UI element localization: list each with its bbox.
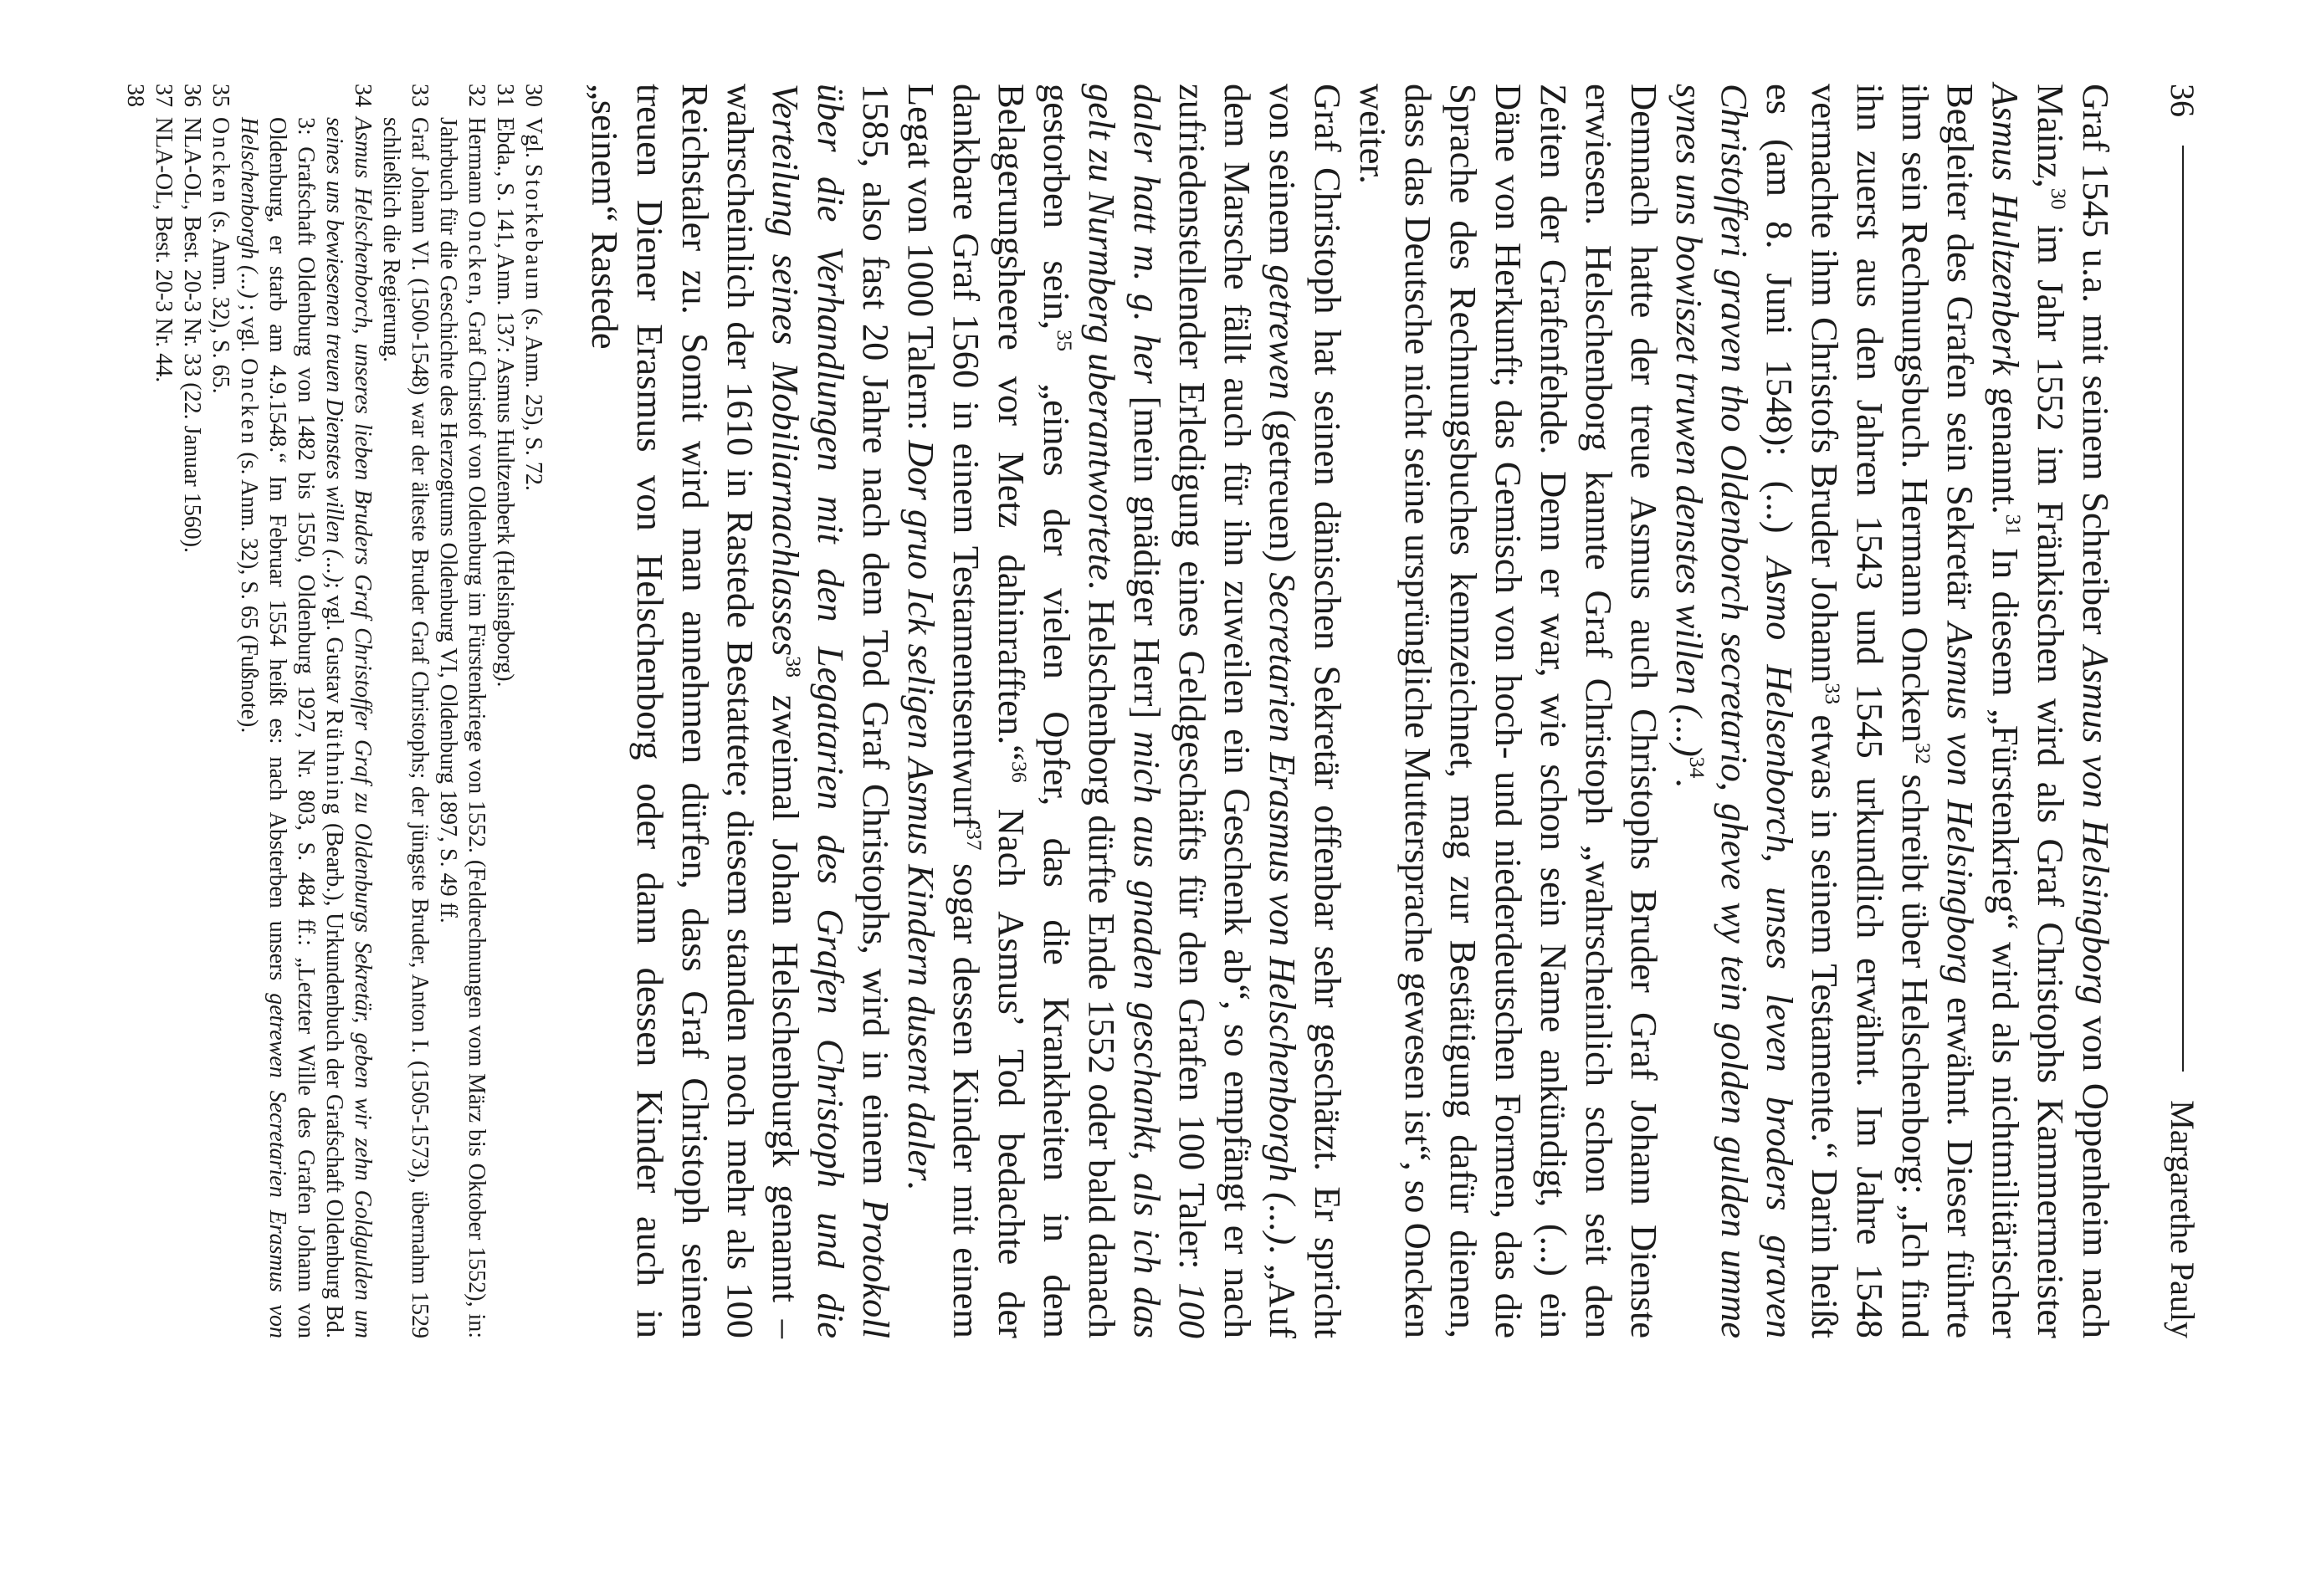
footnote-34 bbox=[234, 84, 377, 1338]
italic-run: Asmus von Helsingborg bbox=[1939, 622, 1981, 985]
footnote-35 bbox=[206, 84, 234, 1338]
text-run: Graf Johann VI. (1500-1548) war der älteste Bruder Graf Christophs; der jüngste Bruder, Anton I. (1505-1573), übernahm 1529 schließlich die Regierung. bbox=[378, 117, 433, 1338]
footnote-text bbox=[519, 117, 547, 1338]
text-run: etwas in seinem Testamente.“ Darin heißt es (am 8. Juni 1548): (...) bbox=[1759, 84, 1846, 1338]
text-run: Demnach hatte der treue Asmus auch Christophs Bruder Graf Johann Dienste erwiesen. Helschenborg kannte Graf Christoph „wahrscheinlich schon seit den Zeiten der Grafenfehde. Denn er war, wie schon sein Name ankündigt, (...) ein Däne von Herkunft; das Gemisch von hoch- und niederdeutschen Formen, das die Sprache des Rechnungsbuches kennzeichnet, mag zur Bestätigung dafür dienen, dass das Deutsche nicht seine ursprüngliche Muttersprache gewesen ist“, so Oncken weiter. bbox=[1352, 84, 1665, 1338]
text-run: Ebda., S. 141, Anm. 137: Asmus Hultzenberk (Helsingborg). bbox=[492, 117, 518, 688]
footnote-number: 30 bbox=[520, 84, 546, 107]
footnote-ref: 31 bbox=[2001, 514, 2026, 536]
footnote-text bbox=[490, 117, 519, 1338]
italic-run: Secretarien Erasmus von Helschenborgh (...) bbox=[1262, 572, 1304, 1246]
footnote-number: 35 bbox=[208, 84, 233, 107]
footnote-ref: 33 bbox=[1820, 683, 1845, 705]
footnote-32 bbox=[433, 84, 490, 1338]
italic-run: Protokoll über die Verhandlungen mit den Legatarien des Grafen Christoph und die Verteilung seines Mobiliarnachlasses bbox=[765, 84, 897, 1338]
footnote-number: 33 bbox=[407, 84, 433, 107]
text-run: Hermann bbox=[464, 117, 489, 212]
footnote-number: 32 bbox=[464, 84, 489, 107]
footnote-37 bbox=[149, 84, 177, 1338]
footnote-ref: 34 bbox=[1684, 756, 1709, 779]
italic-run: Asmus von Helsingborg bbox=[2075, 646, 2117, 1005]
footnote-ref: 32 bbox=[1910, 742, 1935, 765]
footnote-number: 38 bbox=[122, 84, 148, 107]
text-run: . bbox=[1668, 778, 1710, 788]
text-run: Vgl. bbox=[520, 117, 546, 164]
footnote-text bbox=[433, 117, 490, 1338]
author-name: Oncken bbox=[208, 117, 233, 206]
footnote-ref: 35 bbox=[1052, 330, 1077, 351]
text-run: In diesem „Fürstenkrieg“ wird als nichtmilitärischer Begleiter des Grafen sein Sekretär bbox=[1939, 84, 2026, 1338]
italic-run: Dor gruo Ick seligen Asmus Kindern dusent daler bbox=[900, 440, 942, 1181]
footnotes bbox=[120, 84, 547, 1338]
text-run: . bbox=[900, 1180, 942, 1190]
footnote-number: 34 bbox=[350, 84, 376, 107]
text-run: erwähnt. Dieser führte ihm sein Rechnungsbuch. Hermann Oncken bbox=[1894, 84, 1981, 1338]
italic-run: getrewen Secretarien Erasmus von Helschenborgh (...) bbox=[236, 117, 290, 1338]
footnote-36 bbox=[177, 84, 206, 1338]
text-run: NLA-OL, Best. 20-3 Nr. 44. bbox=[151, 117, 177, 383]
footnote-number: 36 bbox=[179, 84, 205, 107]
text-run: . Helschenborg dürfte Ende 1552 oder bald danach gestorben sein, bbox=[1036, 84, 1123, 1338]
italic-run: Asmus Hultzenberk bbox=[1985, 84, 2026, 376]
footnote-number: 37 bbox=[151, 84, 177, 107]
text-run: genannt. bbox=[1985, 375, 2026, 514]
author-name: Oncken bbox=[236, 358, 262, 447]
text-run: (s. Anm. 32), S. 65 (Fußnote). bbox=[236, 446, 262, 734]
footnote-38 bbox=[120, 84, 149, 1338]
text-run: (getreuen) bbox=[1262, 399, 1304, 573]
footnote-ref: 37 bbox=[961, 828, 986, 851]
text-run: NLA-OL, Best. 20-3 Nr. 33 (22. Januar 1560). bbox=[179, 117, 205, 554]
footnote-text bbox=[149, 117, 177, 1338]
text-run: , Graf Christof von Oldenburg im Fürstenkriege von 1552. (Feldrechnungen vom März bis Oktober 1552), in: Jahrbuch für die Geschichte des Herzogtums Oldenburg VI, Oldenburg 1897, S. 49 ff. bbox=[435, 117, 489, 1338]
italic-run: getrewen bbox=[1262, 264, 1304, 400]
text-run: im Jahr 1552 im Fränkischen wird als Graf Christophs Kammermeister bbox=[2030, 209, 2072, 1338]
text-run: ; vgl. Gustav bbox=[321, 582, 347, 710]
text-run: „eines der vielen Opfer, das die Krankheiten in dem Belagerungsheere vor Metz dahinrafften.“ bbox=[991, 84, 1078, 1339]
text-run: [mein gnädiger Herr] bbox=[1126, 383, 1168, 732]
text-run: (s. Anm. 25), S. 72. bbox=[520, 302, 546, 491]
footnote-ref: 36 bbox=[1007, 760, 1032, 783]
footnote-number: 31 bbox=[492, 84, 518, 107]
footnote-ref: 30 bbox=[2046, 187, 2071, 210]
paragraph-4 bbox=[582, 84, 899, 1338]
footnote-text bbox=[234, 117, 377, 1338]
page-number: 36 bbox=[2164, 84, 2202, 117]
text-run: ; vgl. bbox=[236, 298, 262, 359]
italic-run: 100 daler hatt m. g. her bbox=[1126, 84, 1213, 1338]
running-author: Margarethe Pauly bbox=[2164, 1100, 2202, 1338]
italic-run: Asmus Helschenborch, unseres lieben Bruders Graf Christoffer Graf zu Oldenburgs Sekretär, geben wir zehn Goldgulden um seines uns bewiesenen treuen Dienstes willen (...) bbox=[321, 117, 376, 1338]
text-run: 1585, also fast 20 Jahre nach dem Tod Graf Christophs, wird in einem bbox=[855, 84, 897, 1200]
header-rule bbox=[2182, 146, 2184, 1072]
text-run: von Oppenheim nach Mainz, bbox=[2030, 84, 2117, 1338]
author-name: Rüthning bbox=[321, 709, 347, 817]
text-run: schreibt über Helschenborg: „Ich find ihn zuerst aus den Jahren 1543 und 1545 urkundlich erwähnt. Im Jahre 1548 vermachte ihm Christofs Bruder Johann bbox=[1804, 84, 1936, 1339]
author-name: Storkebaum bbox=[520, 164, 546, 303]
italic-run: mich aus gnaden geschankt, als ich das gelt zu Nurmberg uberantwortete bbox=[1081, 84, 1168, 1338]
footnote-30 bbox=[519, 84, 547, 1338]
page-content bbox=[120, 84, 2207, 1338]
text-run: (Bearb.), Urkundenbuch der Grafschaft Oldenburg Bd. 3: Grafschaft Oldenburg von 1482 bis 1550, Oldenburg 1927, Nr. 803, S. 484 ff.: „Letzter Wille des Grafen Johann von Oldenburg, er starb am 4.9.1548.“ Im Februar 1554 heißt es: nach Absterben unsers bbox=[264, 117, 347, 1338]
italic-run: Asmo Helsenborch, unses leven broders graven Christofferi graven tho Oldenborch secretario, gheve wy tein golden gulden umme synes uns bowiszet truwen denstes willen (...) bbox=[1668, 84, 1801, 1338]
author-name: Oncken bbox=[464, 211, 489, 299]
text-run: . „Auf dem Marsche fällt auch für ihn zuweilen ein Geschenk ab“, so empfängt er nach zufriedenstellender Erledigung eines Geldgeschäfts für den Grafen 100 Taler: bbox=[1171, 84, 1304, 1338]
main-text bbox=[582, 84, 2119, 1338]
text-run: (s. Anm. 32), S. 65. bbox=[208, 205, 233, 394]
text-run: Graf 1545 u.a. mit seinem Schreiber bbox=[2075, 84, 2117, 647]
text-run: Graf Christoph hat seinen dänischen Sekretär offenbar sehr geschätzt. Er spricht von seinem bbox=[1262, 84, 1349, 1338]
footnote-text bbox=[206, 117, 234, 1338]
footnote-31 bbox=[490, 84, 519, 1338]
footnote-33 bbox=[377, 84, 433, 1338]
text-run: Nach Asmus’ Tod bedachte der dankbare Graf 1560 in einem Testamentsentwurf bbox=[945, 84, 1032, 1338]
footnote-text bbox=[177, 117, 206, 1338]
running-header bbox=[2159, 84, 2207, 1338]
footnote-ref: 38 bbox=[781, 656, 806, 678]
text-run: zweimal Johan Helschenburgk genannt – wahrscheinlich der 1610 in Rastede Bestattete; diesem standen noch mehr als 100 Reichstaler zu. Somit wird man annehmen dürfen, dass Graf Christoph seinen treuen Diener Erasmus von Helschenborg oder dann dessen Kinder auch in „seinem“ Rastede bbox=[584, 84, 807, 1338]
text-run: sogar dessen Kinder mit einem Legat von 1000 Talern: bbox=[900, 84, 987, 1338]
footnote-text bbox=[377, 117, 433, 1338]
paragraph-1 bbox=[1667, 84, 2119, 1338]
paragraph-3 bbox=[899, 84, 1350, 1338]
paragraph-2 bbox=[1350, 84, 1667, 1338]
